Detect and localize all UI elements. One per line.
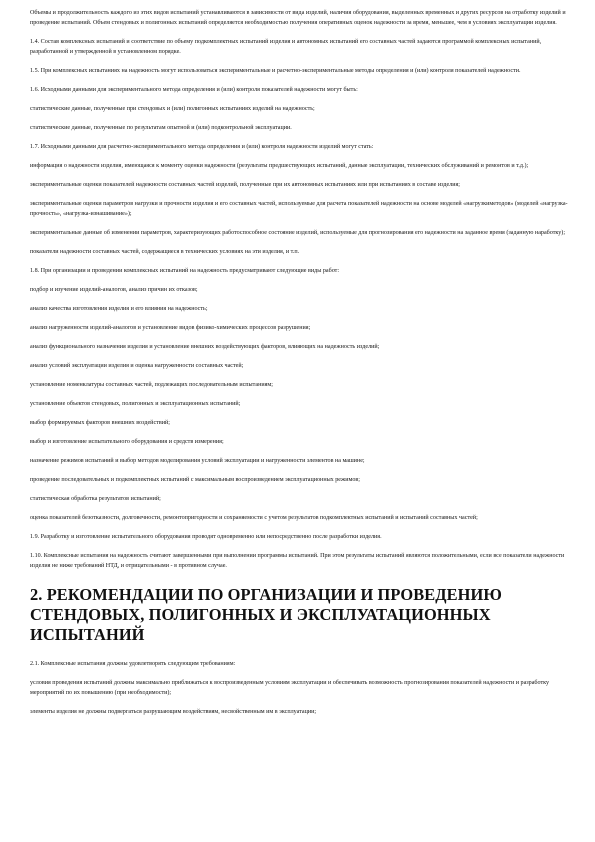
paragraph: анализ качества изготовления изделия и его влияния на надежность; (30, 306, 208, 312)
paragraph: информация о надежности изделия, имеющаяся к моменту оценки надежности (результаты предшествующих испытаний, данные эксплуатации, технических обслуживаний и ремонтов и т.д.); (30, 163, 529, 169)
paragraph: установление номенклатуры составных частей, подлежащих последовательным испытаниям; (30, 382, 273, 388)
paragraph: анализ условий эксплуатации изделия и оценка нагруженности составных частей; (30, 363, 244, 369)
document-body-bottom (30, 659, 569, 717)
paragraph: анализ нагруженности изделий-аналогов и установление видов физико-химических процессов разрушения; (30, 325, 311, 331)
paragraph: анализ функционального назначения изделия и установление внешних воздействующих факторов, влияющих на надежность изделий; (30, 344, 380, 350)
paragraph: показатели надежности составных частей, содержащиеся в технических условиях на эти изделия, и т.п. (30, 249, 300, 255)
paragraph: 1.5. При комплексных испытаниях на надежность могут использоваться экспериментальные и расчетно-экспериментальные методы определения и (или) контроля показателей надежности. (30, 68, 521, 74)
paragraph: 1.10. Комплексные испытания на надежность считают завершенными при выполнении программы испытаний. При этом результаты испытаний являются положительными, если все показатели надежности изделия не ниже требований НТД, и отрицательными - в противном случае. (30, 553, 565, 569)
paragraph: элементы изделия не должны подвергаться разрушающим воздействиям, несвойственным им в эксплуатации; (30, 709, 317, 715)
paragraph: 1.9. Разработку и изготовление испытательного оборудования проводят одновременно или непосредственно после разработки изделия. (30, 534, 382, 540)
paragraph: подбор и изучение изделий-аналогов, анализ причин их отказов; (30, 287, 198, 293)
paragraph: статистическая обработка результатов испытаний; (30, 496, 161, 502)
paragraph: выбор формируемых факторов внешних воздействий; (30, 420, 170, 426)
paragraph: 1.4. Состав комплексных испытаний и соответствие по объему подкомплектных испытаний изделия и автономных испытаний его составных частей задаются программой комплексных испытаний, разработанной и утвержденной в установленном порядке. (30, 39, 542, 55)
paragraph: статистические данные, полученные при стендовых и (или) полигонных испытаниях изделий на надежность; (30, 106, 315, 112)
paragraph: Объемы и продолжительность каждого из этих видов испытаний устанавливаются в зависимости от вида изделий, наличия оборудования, выделенных временных и других ресурсов на отработку изделий и проведение испытаний. Объем стендовых и полигонных испытаний определяется необходимостью получения оперативных оценок надежности за время, меньшее, чем в условиях эксплуатации изделия. (30, 10, 566, 26)
paragraph: 2.1. Комплексные испытания должны удовлетворять следующим требованиям: (30, 661, 236, 667)
paragraph: проведение последовательных и подкомплектных испытаний с максимальным воспроизведением эксплуатационных режимов; (30, 477, 360, 483)
paragraph: 1.7. Исходными данными для расчетно-экспериментального метода определения и (или) контроля надежности изделий могут стать: (30, 144, 374, 150)
paragraph: оценка показателей безотказности, долговечности, ремонтопригодности и сохраняемости с учетом результатов подкомплектных испытаний и испытаний составных частей; (30, 515, 478, 521)
paragraph: экспериментальные оценки показателей надежности составных частей изделий, полученные при их автономных испытаниях или при испытаниях в составе изделия; (30, 182, 460, 188)
paragraph: экспериментальные оценки параметров нагрузки и прочности изделия и его составных частей, используемые для расчета показателей надежности на основе моделей «нагрузкиметодов» (моделей «нагрузка-прочность», «нагрузка-изнашивание»); (30, 201, 568, 217)
paragraph: условия проведения испытаний должны максимально приближаться к воспроизведенным условиям эксплуатации и обеспечивать возможность прогнозирования показателей надежности и разработку мероприятий по их повышению (при необходимости); (30, 680, 550, 696)
paragraph: 1.6. Исходными данными для экспериментального метода определения и (или) контроля показателей надежности могут быть: (30, 87, 358, 93)
section-heading: 2. РЕКОМЕНДАЦИИ ПО ОРГАНИЗАЦИИ И ПРОВЕДЕНИЮ СТЕНДОВЫХ, ПОЛИГОННЫХ И ЭКСПЛУАТАЦИОННЫХ ИСПЫТАНИЙ (30, 585, 502, 644)
paragraph: 1.8. При организации и проведении комплексных испытаний на надежность предусматривают следующие виды работ: (30, 268, 340, 274)
document-body-top (30, 8, 569, 571)
paragraph: выбор и изготовление испытательного оборудования и средств измерения; (30, 439, 224, 445)
paragraph: назначение режимов испытаний и выбор методов моделирования условий эксплуатации и нагруженности элементов на машине; (30, 458, 365, 464)
paragraph: статистические данные, полученные по результатам опытной и (или) подконтрольной эксплуатации. (30, 125, 292, 131)
paragraph: установление объектов стендовых, полигонных и эксплуатационных испытаний; (30, 401, 241, 407)
paragraph: экспериментальные данные об изменении параметров, характеризующих работоспособное состояние изделий, используемые для прогнозирования его надежности на заданное время (заданную наработку); (30, 230, 566, 236)
